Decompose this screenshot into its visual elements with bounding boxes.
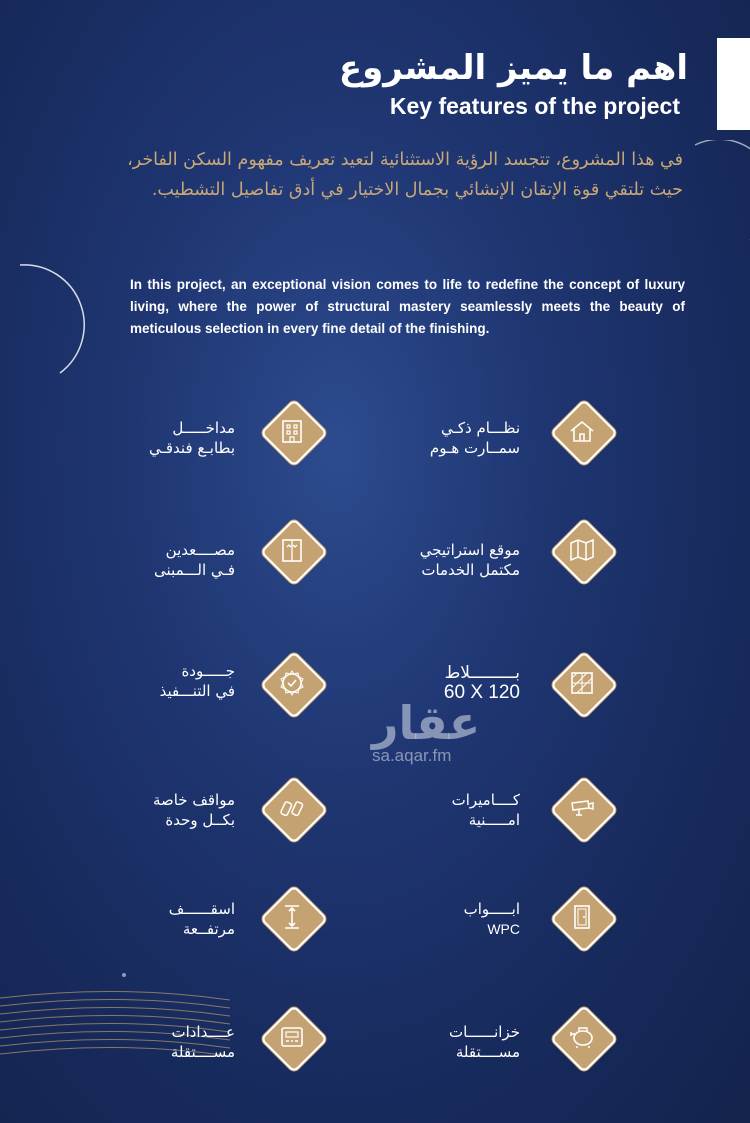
feature-label-line1: عــــدادات (171, 1023, 235, 1041)
feature-hotel-entrances (149, 418, 235, 458)
feature-label-line2: مكتمل الخدمات (421, 561, 520, 579)
feature-label-line1: خزانــــــات (449, 1023, 520, 1041)
intro-paragraph-english: In this project, an exceptional vision comes to life to redefine the concept of luxury living, where the power of structural mastery seamlessly meets the beauty of meticulous selection in every fine detail of the finishing. (130, 277, 685, 336)
feature-label-line2: مســــتقلة (455, 1043, 520, 1061)
feature-label-line2: WPC (487, 921, 520, 937)
quality-badge-icon (272, 663, 312, 703)
building-icon (272, 411, 312, 451)
feature-strategic-location (420, 540, 520, 580)
feature-label-line1: مواقف خاصة (152, 791, 235, 809)
feature-label-line2: مرتفــعة (182, 920, 235, 938)
camera-icon (562, 788, 602, 828)
white-side-tab (717, 38, 750, 130)
feature-label-line2: مســــتقلة (170, 1043, 235, 1061)
feature-security-cameras (452, 790, 520, 830)
feature-label-line2: فـي الـــمبنى (154, 561, 235, 579)
feature-independent-tanks (449, 1022, 520, 1062)
feature-label-line1: بـــــــــلاط (444, 663, 520, 683)
decorative-arc-right (690, 140, 750, 250)
feature-label-line2: بكــل وحدة (165, 811, 235, 829)
page-title-arabic: اهم ما يميز المشروع (338, 48, 688, 88)
smart-home-icon (562, 411, 602, 451)
parking-icon (272, 788, 312, 828)
feature-label-line2: امـــــنية (468, 811, 520, 829)
watermark-logo-text: عقار (372, 696, 481, 750)
door-icon (562, 897, 602, 937)
watermark-url: sa.aqar.fm (372, 746, 452, 765)
feature-label-line1: كــــاميرات (451, 791, 520, 809)
elevator-icon (272, 530, 312, 570)
feature-label-line2: 60 X 120 (443, 682, 520, 703)
tiles-icon (562, 663, 602, 703)
decorative-arc-left (0, 255, 130, 385)
feature-independent-meters (171, 1022, 235, 1062)
feature-private-parking (153, 790, 235, 830)
water-tank-icon (562, 1017, 602, 1057)
meter-icon (272, 1017, 312, 1057)
feature-elevators (154, 540, 235, 580)
aqar-watermark (372, 696, 481, 766)
feature-high-ceilings (169, 899, 235, 939)
feature-label-line1: موقع استراتيجي (419, 541, 520, 559)
feature-label-line1: مداخـــــل (172, 419, 235, 437)
feature-label-line2: بطابـع فندقـي (148, 439, 235, 457)
feature-quality (160, 661, 235, 701)
decorative-dot (122, 973, 126, 977)
feature-label-line1: اسقــــــف (168, 900, 235, 918)
page-title-english: Key features of the project (389, 93, 680, 119)
feature-label-line1: نظـــام ذكـي (440, 419, 520, 437)
feature-label-line1: جـــــودة (181, 662, 235, 680)
feature-label-line1: ابـــــواب (463, 900, 520, 918)
feature-label-line2: سمــارت هـوم (429, 439, 520, 457)
feature-smart-home (430, 418, 520, 458)
feature-label-line2: في التنـــفيذ (159, 682, 235, 700)
feature-label-line1: مصــــعدين (165, 541, 235, 559)
ceiling-height-icon (272, 897, 312, 937)
map-icon (562, 530, 602, 570)
intro-paragraph-arabic: في هذا المشروع، تتجسد الرؤية الاستثنائية لتعيد تعريف مفهوم السكن الفاخر، حيث تلتقي قوة الإتقان الإنشائي بجمال الاختيار في أدق تفاصيل التشطيب. (127, 150, 683, 200)
feature-wpc-doors (464, 899, 520, 939)
